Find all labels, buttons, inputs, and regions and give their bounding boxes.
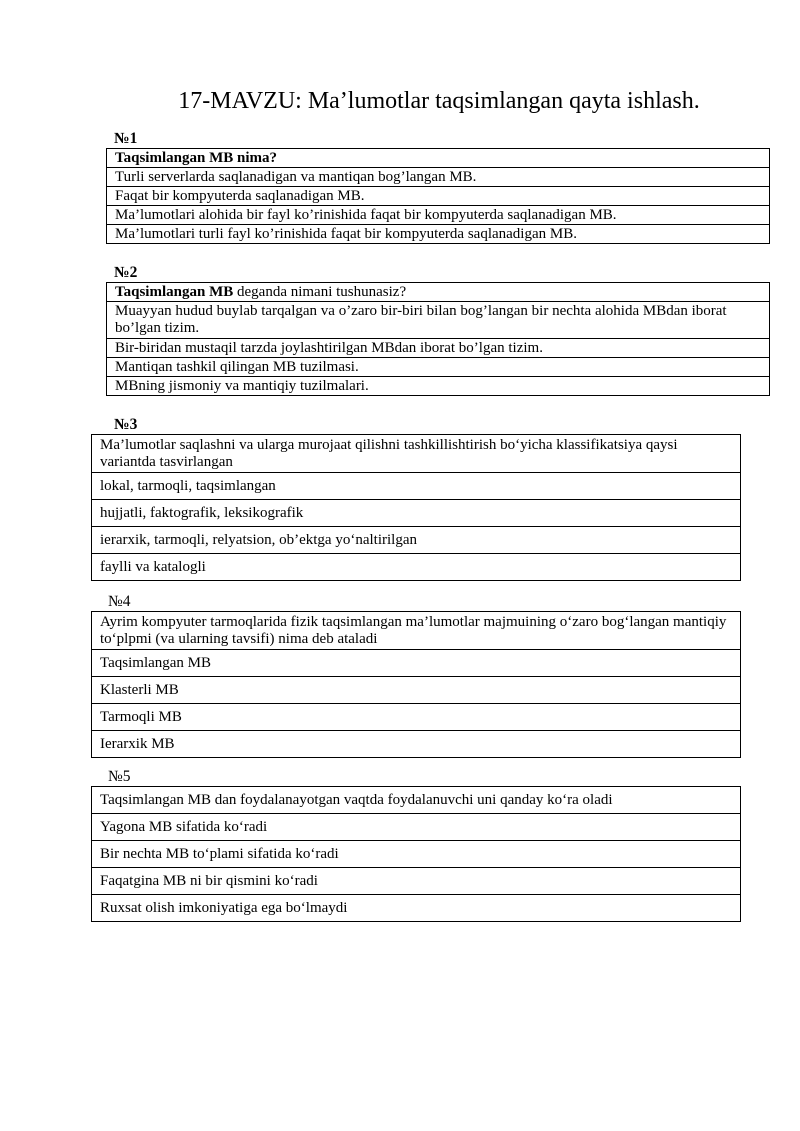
question-5-answer-3: Faqatgina MB ni bir qismini ko‘radi xyxy=(92,868,741,895)
question-3-answer-2: hujjatli, faktografik, leksikografik xyxy=(92,500,741,527)
question-4-number: №4 xyxy=(108,593,131,610)
question-1-answer-3: Ma’lumotlari alohida bir fayl ko’rinishida faqat bir kompyuterda saqlanadigan MB. xyxy=(107,206,770,225)
question-2-answer-4: MBning jismoniy va mantiqiy tuzilmalari. xyxy=(107,377,770,396)
question-1-text: Taqsimlangan MB nima? xyxy=(107,149,770,168)
question-4-table xyxy=(91,611,741,758)
question-2-answer-2: Bir-biridan mustaqil tarzda joylashtirilgan MBdan iborat bo’lgan tizim. xyxy=(107,339,770,358)
question-5-answer-4: Ruxsat olish imkoniyatiga ega bo‘lmaydi xyxy=(92,895,741,922)
question-3-table xyxy=(91,434,741,581)
question-5-text: Taqsimlangan MB dan foydalanayotgan vaqtda foydalanuvchi uni qanday ko‘ra oladi xyxy=(92,787,741,814)
question-3-number: №3 xyxy=(114,416,138,433)
question-5-answer-2: Bir nechta MB to‘plami sifatida ko‘radi xyxy=(92,841,741,868)
question-2-answer-1: Muayyan hudud buylab tarqalgan va o’zaro bir-biri bilan bog’langan bir nechta alohida MBdan iborat bo’lgan tizim. xyxy=(107,302,770,339)
question-5-number: №5 xyxy=(108,768,131,785)
question-3-answer-1: lokal, tarmoqli, taqsimlangan xyxy=(92,473,741,500)
question-4-answer-2: Klasterli MB xyxy=(92,677,741,704)
question-2-text: Taqsimlangan MB deganda nimani tushunasiz? xyxy=(107,283,770,302)
question-2-number: №2 xyxy=(114,264,138,281)
question-3-text: Ma’lumotlar saqlashni va ularga murojaat qilishni tashkillishtirish bo‘yicha klassifikatsiya qaysi variantda tasvirlangan xyxy=(92,435,741,473)
question-4-text: Ayrim kompyuter tarmoqlarida fizik taqsimlangan ma’lumotlar majmuining o‘zaro bog‘langan mantiqiy to‘plpmi (va ularning tavsifi) nima deb ataladi xyxy=(92,612,741,650)
question-3-answer-4: faylli va katalogli xyxy=(92,554,741,581)
question-4-answer-3: Tarmoqli MB xyxy=(92,704,741,731)
question-1-number: №1 xyxy=(114,130,138,147)
question-2-answer-3: Mantiqan tashkil qilingan MB tuzilmasi. xyxy=(107,358,770,377)
page-title: 17-MAVZU: Ma’lumotlar taqsimlangan qayta ishlash. xyxy=(178,88,700,114)
question-1-answer-1: Turli serverlarda saqlanadigan va mantiqan bog’langan MB. xyxy=(107,168,770,187)
question-1-answer-4: Ma’lumotlari turli fayl ko’rinishida faqat bir kompyuterda saqlanadigan MB. xyxy=(107,225,770,244)
question-1-answer-2: Faqat bir kompyuterda saqlanadigan MB. xyxy=(107,187,770,206)
question-3-answer-3: ierarxik, tarmoqli, relyatsion, ob’ektga yo‘naltirilgan xyxy=(92,527,741,554)
question-5-answer-1: Yagona MB sifatida ko‘radi xyxy=(92,814,741,841)
question-4-answer-4: Ierarxik MB xyxy=(92,731,741,758)
question-2-table xyxy=(106,282,770,396)
question-5-table xyxy=(91,786,741,922)
question-4-answer-1: Taqsimlangan MB xyxy=(92,650,741,677)
question-1-table xyxy=(106,148,770,244)
